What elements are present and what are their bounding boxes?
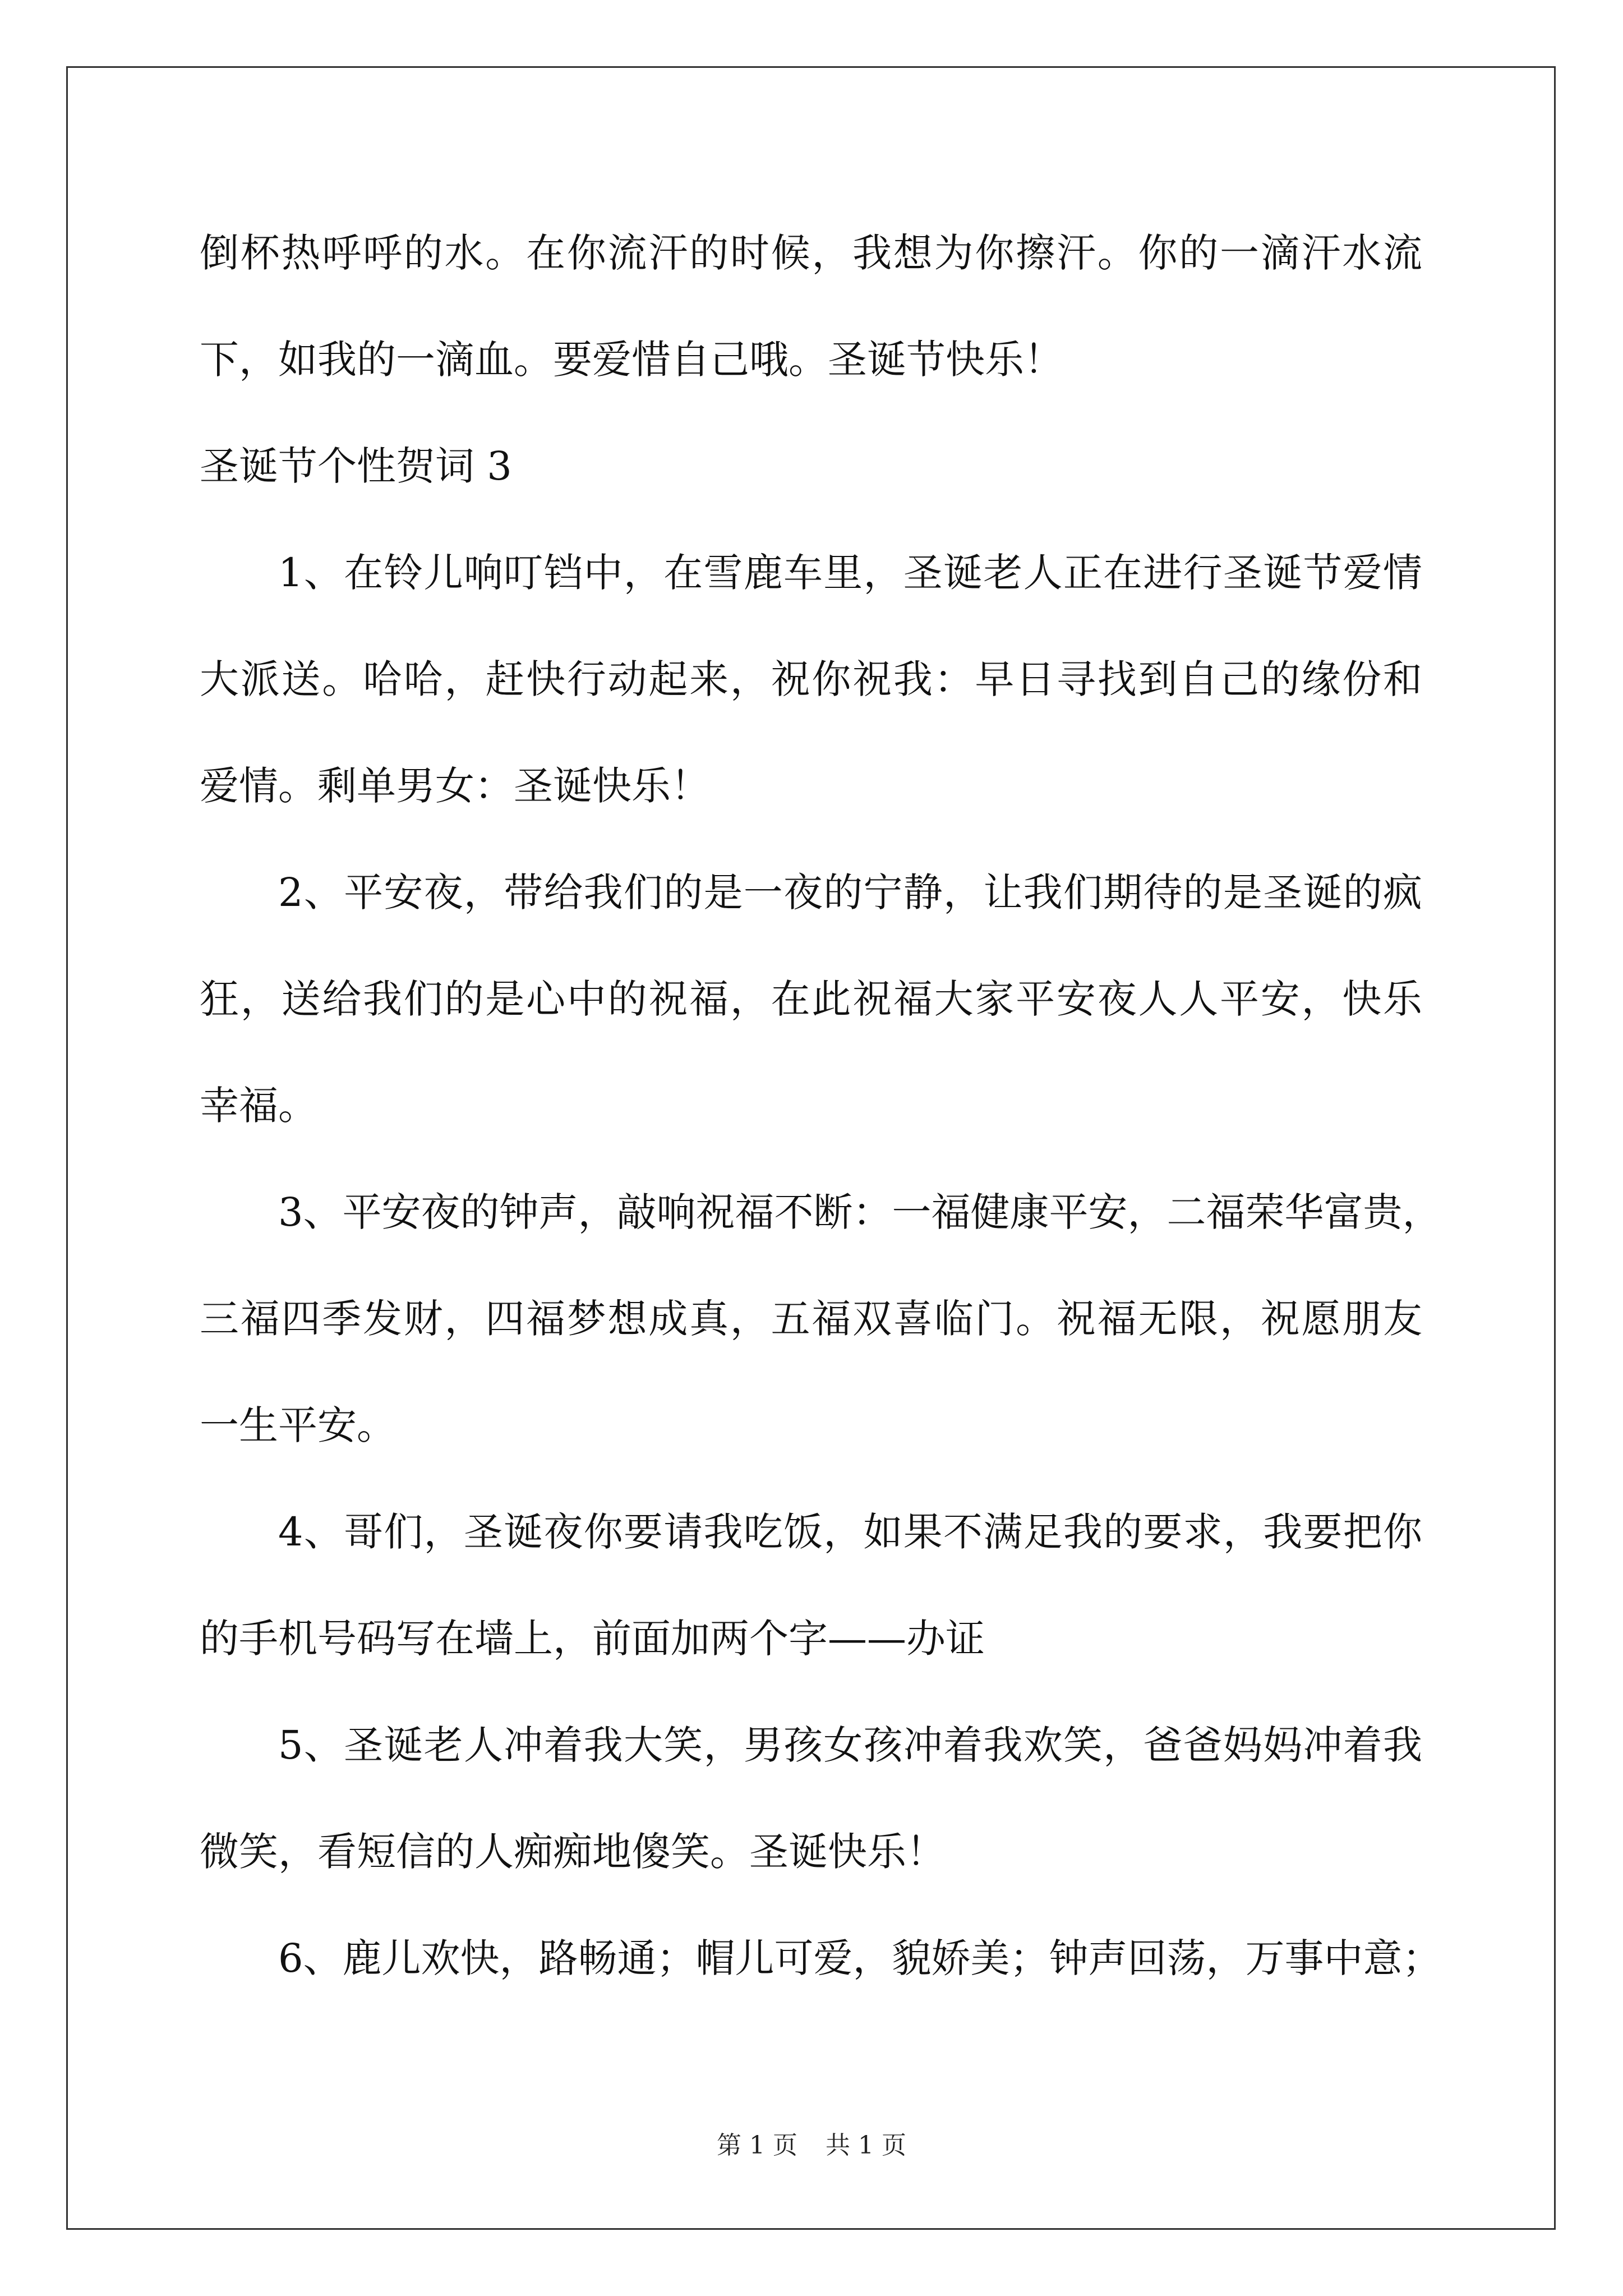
page-total: 共 1 页 [826,2131,906,2160]
section-heading: 圣诞节个性贺词 3 [200,443,512,489]
text-line: 大派送。哈哈，赶快行动起来，祝你祝我：早日寻找到自己的缘份和 [200,656,1422,702]
text-line: 5、圣诞老人冲着我大笑，男孩女孩冲着我欢笑，爸爸妈妈冲着我 [278,1722,1422,1768]
text-line: 倒杯热呼呼的水。在你流汗的时候，我想为你擦汗。你的一滴汗水流 [200,230,1422,276]
text-line: 2、平安夜，带给我们的是一夜的宁静，让我们期待的是圣诞的疯 [278,869,1422,915]
text-line: 3、平安夜的钟声，敲响祝福不断：一福健康平安，二福荣华富贵， [278,1189,1442,1235]
text-line: 4、哥们，圣诞夜你要请我吃饭，如果不满足我的要求，我要把你 [278,1509,1422,1555]
text-line: 爱情。剩单男女：圣诞快乐！ [200,763,710,809]
document-body [200,200,1442,2012]
text-line: 下，如我的一滴血。要爱惜自己哦。圣诞节快乐！ [200,337,1063,383]
text-line: 微笑，看短信的人痴痴地傻笑。圣诞快乐！ [200,1829,946,1875]
text-line: 一生平安。 [200,1402,396,1448]
text-line: 幸福。 [200,1083,317,1129]
page-footer [0,2129,1623,2162]
text-line: 三福四季发财，四福梦想成真，五福双喜临门。祝福无限，祝愿朋友 [200,1296,1422,1342]
text-line: 6、鹿儿欢快，路畅通；帽儿可爱，貌娇美；钟声回荡，万事中意； [278,1935,1442,1981]
text-line: 狂，送给我们的是心中的祝福，在此祝福大家平安夜人人平安，快乐 [200,976,1422,1022]
page-number: 第 1 页 [717,2131,797,2160]
text-line: 1、在铃儿响叮铛中，在雪鹿车里，圣诞老人正在进行圣诞节爱情 [278,550,1422,596]
text-line: 的手机号码写在墙上，前面加两个字——办证 [200,1616,985,1662]
